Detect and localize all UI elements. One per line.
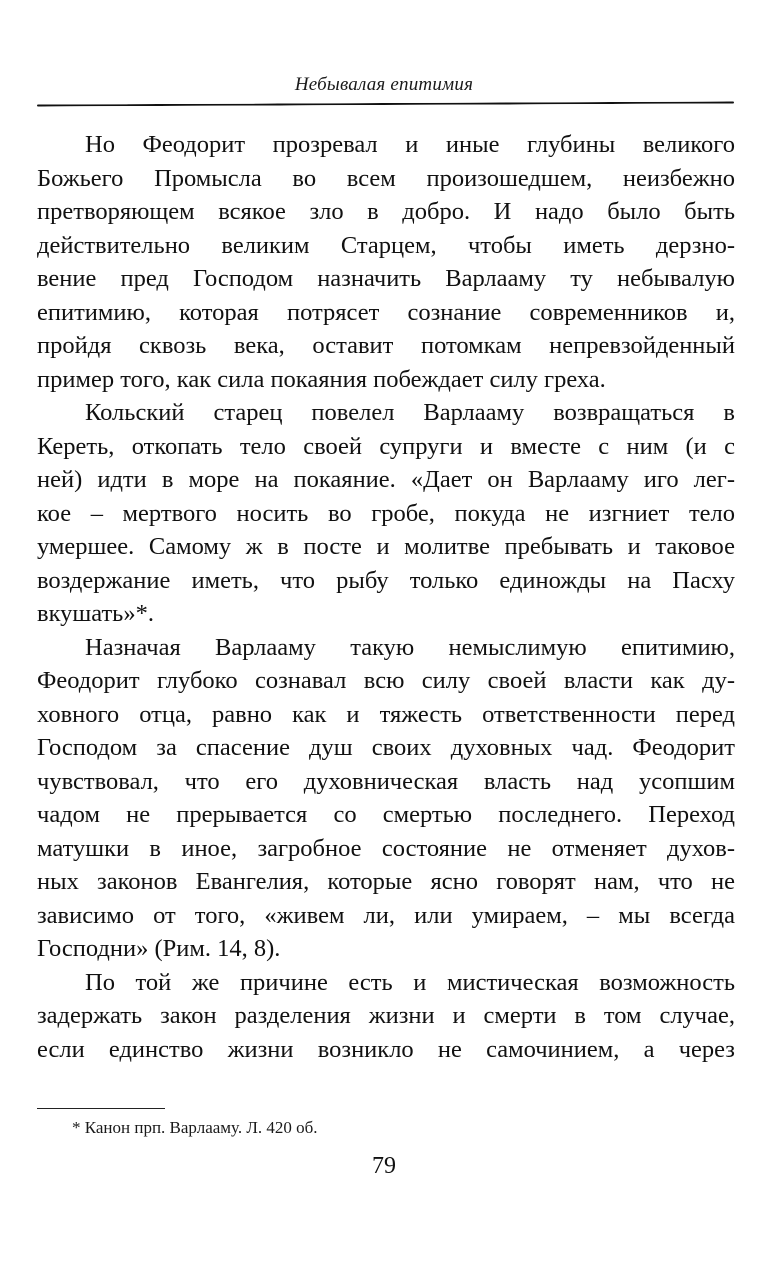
text-line: ней) идти в море на покаяние. «Дает он Варлааму иго лег-: [37, 466, 735, 493]
text-line: кое – мертвого носить во гробе, покуда не изгниет тело: [37, 499, 735, 527]
body-text: [37, 128, 735, 1066]
text-line: Феодорит глубоко сознавал всю силу своей власти как ду-: [37, 667, 735, 694]
text-line: ных законов Евангелия, которые ясно говорят нам, что не: [37, 868, 735, 895]
text-line: действительно великим Старцем, чтобы иметь дерзно-: [37, 231, 735, 259]
text-line: Господом за спасение душ своих духовных чад. Феодорит: [37, 734, 735, 761]
running-head: Небывалая епитимия: [294, 74, 474, 95]
header-rule: [37, 101, 734, 106]
text-line: Кольский старец повелел Варлааму возвращаться в: [85, 399, 735, 426]
paragraph-3: [37, 631, 735, 966]
paragraph-4: [37, 966, 735, 1067]
text-line: Но Феодорит прозревал и иные глубины великого: [85, 131, 735, 158]
text-line: пройдя сквозь века, оставит потомкам непревзойденный: [37, 332, 735, 359]
text-line: Господни» (Рим. 14, 8).: [37, 935, 281, 962]
text-line: Кереть, откопать тело своей супруги и вместе с ним (и с: [37, 432, 735, 460]
text-line: Назначая Варлааму такую немыслимую епитимию,: [85, 633, 735, 661]
paragraph-1: [37, 128, 735, 396]
text-line: вкушать»*.: [37, 600, 154, 627]
text-line: задержать закон разделения жизни и смерти в том случае,: [37, 1002, 735, 1029]
page-number: 79: [372, 1153, 396, 1179]
text-line: воздержание иметь, что рыбу только единожды на Пасху: [37, 566, 735, 594]
text-line: вение пред Господом назначить Варлааму ту небывалую: [37, 265, 735, 292]
text-line: епитимию, которая потрясет сознание современников и,: [37, 298, 735, 326]
text-line: пример того, как сила покаяния побеждает силу греха.: [37, 365, 606, 393]
text-line: если единство жизни возникло не самочинием, а через: [37, 1035, 735, 1063]
text-line: зависимо от того, «живем ли, или умираем, – мы всегда: [37, 901, 735, 929]
text-line: По той же причине есть и мистическая возможность: [85, 968, 735, 996]
paragraph-2: [37, 396, 735, 631]
footnote: * Канон прп. Варлааму. Л. 420 об.: [72, 1118, 318, 1137]
text-line: Божьего Промысла во всем произошедшем, неизбежно: [37, 164, 735, 192]
text-line: чувствовал, что его духовническая власть над усопшим: [37, 767, 735, 795]
footnote-rule: [37, 1108, 165, 1109]
text-line: претворяющем всякое зло в добро. И надо было быть: [37, 198, 735, 225]
text-line: матушки в иное, загробное состояние не отменяет духов-: [37, 834, 735, 862]
text-line: умершее. Самому ж в посте и молитве пребывать и таковое: [37, 533, 735, 560]
text-line: ховного отца, равно как и тяжесть ответственности перед: [37, 700, 735, 728]
text-line: чадом не прерывается со смертью последнего. Переход: [37, 801, 735, 828]
